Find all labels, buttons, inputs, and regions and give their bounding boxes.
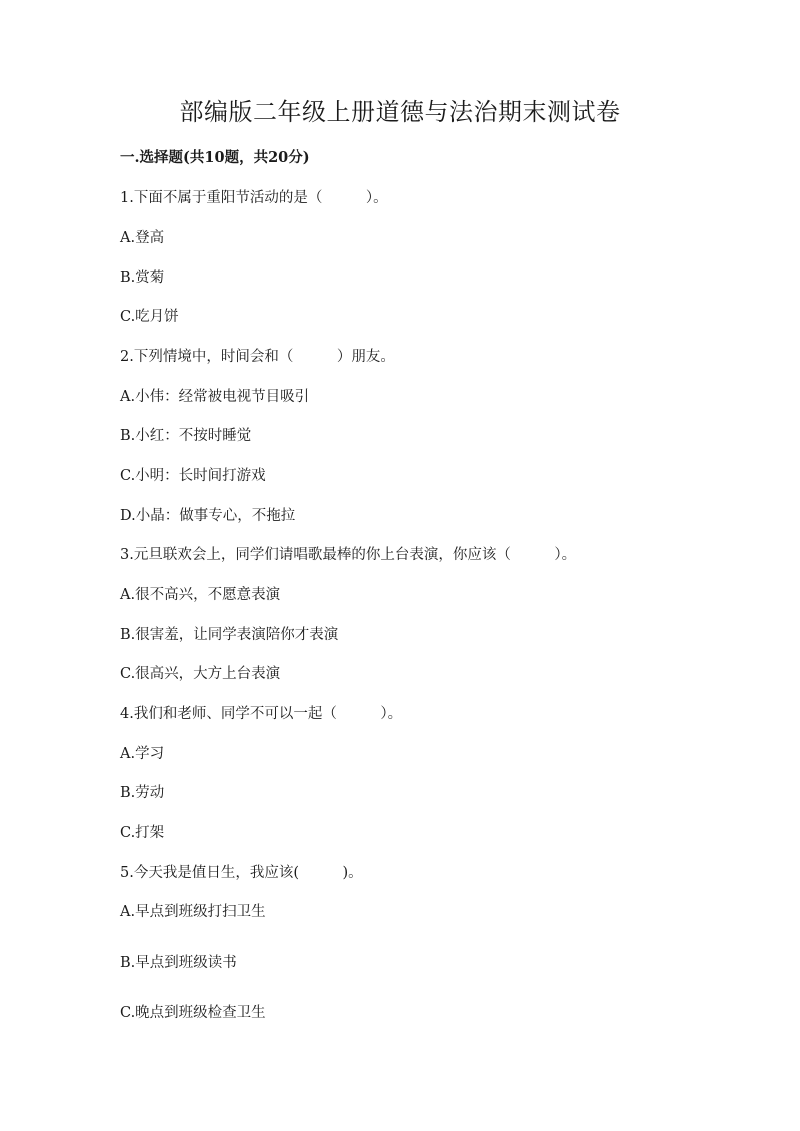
question-4-option-b: B.劳动 (120, 785, 165, 801)
question-2-option-b: B.小红：不按时睡觉 (120, 428, 252, 444)
question-5-option-b: B.早点到班级读书 (120, 955, 237, 971)
question-3-option-a: A.很不高兴，不愿意表演 (120, 587, 281, 603)
question-3-option-b: B.很害羞，让同学表演陪你才表演 (120, 627, 339, 643)
question-1-stem: 1.下面不属于重阳节活动的是（ ）。 (120, 190, 388, 206)
question-1-option-a: A.登高 (120, 230, 165, 246)
section-heading: 一.选择题(共10题，共20分) (120, 149, 310, 166)
question-3-stem: 3.元旦联欢会上，同学们请唱歌最棒的你上台表演，你应该（ ）。 (120, 547, 577, 563)
question-2-option-c: C.小明：长时间打游戏 (120, 468, 266, 484)
question-2-stem: 2.下列情境中，时间会和（ ）朋友。 (120, 349, 395, 365)
question-1-option-b: B.赏菊 (120, 270, 165, 286)
question-4-stem: 4.我们和老师、同学不可以一起（ ）。 (120, 706, 403, 722)
question-4-option-a: A.学习 (120, 746, 165, 762)
question-5-stem: 5.今天我是值日生，我应该( )。 (120, 865, 363, 881)
question-1-option-c: C.吃月饼 (120, 309, 179, 325)
page-title: 部编版二年级上册道德与法治期末测试卷 (179, 98, 621, 126)
question-5-option-c: C.晚点到班级检查卫生 (120, 1005, 266, 1021)
question-4-option-c: C.打架 (120, 825, 165, 841)
question-5-option-a: A.早点到班级打扫卫生 (120, 904, 266, 920)
question-3-option-c: C.很高兴，大方上台表演 (120, 666, 281, 682)
question-2-option-a: A.小伟：经常被电视节目吸引 (120, 389, 310, 405)
question-2-option-d: D.小晶：做事专心，不拖拉 (120, 508, 296, 524)
